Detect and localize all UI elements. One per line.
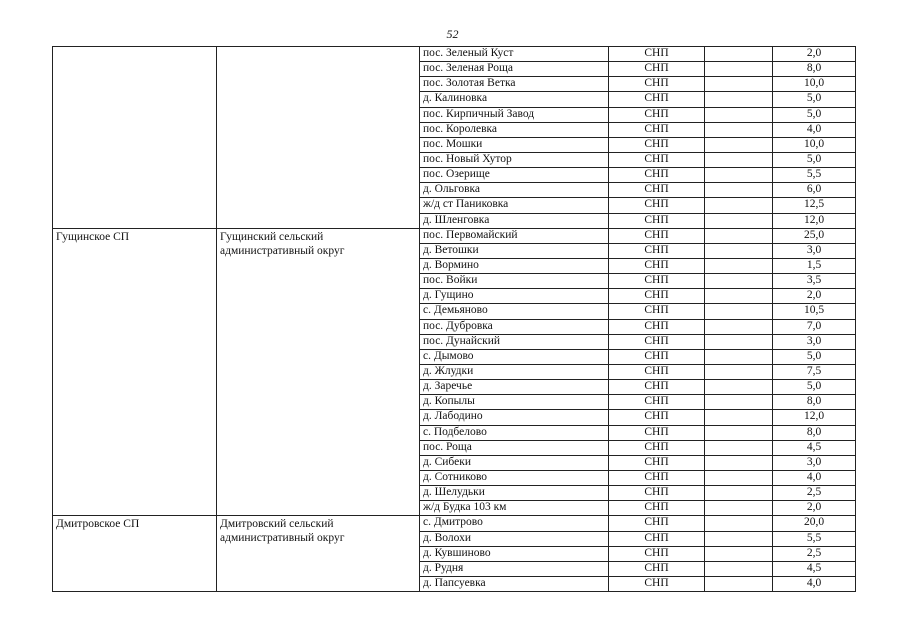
settlement-name: д. Гущино (420, 289, 609, 304)
settlement-name: д. Ольговка (420, 183, 609, 198)
settlement-value: 4,0 (773, 122, 856, 137)
settlement-name: д. Шелудьки (420, 486, 609, 501)
settlement-type: СНП (609, 470, 705, 485)
settlement-type: СНП (609, 62, 705, 77)
settlement-value: 2,0 (773, 501, 856, 516)
settlement-name: д. Папсуевка (420, 576, 609, 591)
settlement-value: 7,0 (773, 319, 856, 334)
empty-cell (705, 258, 773, 273)
empty-cell (705, 561, 773, 576)
empty-cell (705, 183, 773, 198)
settlement-type: СНП (609, 243, 705, 258)
table-row (53, 228, 856, 243)
empty-cell (705, 107, 773, 122)
settlement-name: д. Жлудки (420, 364, 609, 379)
settlement-value: 12,0 (773, 410, 856, 425)
empty-cell (705, 168, 773, 183)
settlement-value: 3,5 (773, 274, 856, 289)
empty-cell (705, 198, 773, 213)
settlement-name: пос. Дунайский (420, 334, 609, 349)
settlement-value: 25,0 (773, 228, 856, 243)
settlement-name: пос. Кирпичный Завод (420, 107, 609, 122)
settlement-value: 4,5 (773, 561, 856, 576)
empty-cell (705, 92, 773, 107)
settlement-name: д. Рудня (420, 561, 609, 576)
table-row (53, 516, 856, 531)
settlement-type: СНП (609, 380, 705, 395)
settlement-value: 5,5 (773, 531, 856, 546)
settlement-name: ж/д ст Паниковка (420, 198, 609, 213)
settlement-type: СНП (609, 258, 705, 273)
settlement-name: пос. Первомайский (420, 228, 609, 243)
empty-cell (705, 486, 773, 501)
settlement-type: СНП (609, 183, 705, 198)
settlement-name: д. Вормино (420, 258, 609, 273)
empty-cell (705, 576, 773, 591)
empty-cell (705, 364, 773, 379)
settlement-name: д. Волохи (420, 531, 609, 546)
settlement-value: 3,0 (773, 334, 856, 349)
settlement-name: пос. Зеленая Роща (420, 62, 609, 77)
empty-cell (705, 501, 773, 516)
settlement-value: 3,0 (773, 243, 856, 258)
empty-cell (705, 546, 773, 561)
empty-cell (705, 228, 773, 243)
settlement-type: СНП (609, 425, 705, 440)
empty-cell (705, 425, 773, 440)
empty-cell (705, 289, 773, 304)
settlement-value: 10,0 (773, 77, 856, 92)
empty-cell (705, 380, 773, 395)
settlement-value: 8,0 (773, 395, 856, 410)
settlement-name: пос. Озерище (420, 168, 609, 183)
settlement-type: СНП (609, 364, 705, 379)
okrug-cell: Дмитровский сельский административный округ (217, 516, 420, 592)
settlement-type: СНП (609, 198, 705, 213)
settlement-name: д. Сотниково (420, 470, 609, 485)
empty-cell (705, 349, 773, 364)
okrug-cell (217, 47, 420, 229)
settlement-type: СНП (609, 107, 705, 122)
settlement-type: СНП (609, 501, 705, 516)
settlement-type: СНП (609, 137, 705, 152)
settlement-type: СНП (609, 531, 705, 546)
settlement-value: 2,5 (773, 546, 856, 561)
settlement-type: СНП (609, 546, 705, 561)
settlement-value: 6,0 (773, 183, 856, 198)
empty-cell (705, 77, 773, 92)
settlement-value: 2,0 (773, 289, 856, 304)
settlement-name: с. Подбелово (420, 425, 609, 440)
settlement-name: д. Заречье (420, 380, 609, 395)
settlement-type: СНП (609, 274, 705, 289)
settlement-value: 7,5 (773, 364, 856, 379)
settlement-value: 1,5 (773, 258, 856, 273)
empty-cell (705, 334, 773, 349)
empty-cell (705, 470, 773, 485)
settlement-name: пос. Зеленый Куст (420, 47, 609, 62)
settlement-name: д. Калиновка (420, 92, 609, 107)
settlement-name: пос. Королевка (420, 122, 609, 137)
settlement-type: СНП (609, 152, 705, 167)
region-cell: Дмитровское СП (53, 516, 217, 592)
empty-cell (705, 440, 773, 455)
settlement-value: 10,5 (773, 304, 856, 319)
settlement-value: 20,0 (773, 516, 856, 531)
settlement-value: 5,0 (773, 380, 856, 395)
empty-cell (705, 319, 773, 334)
settlement-value: 3,0 (773, 455, 856, 470)
empty-cell (705, 122, 773, 137)
table-row (53, 47, 856, 62)
settlement-type: СНП (609, 47, 705, 62)
settlement-value: 5,5 (773, 168, 856, 183)
empty-cell (705, 304, 773, 319)
settlement-name: пос. Войки (420, 274, 609, 289)
settlement-type: СНП (609, 168, 705, 183)
settlement-name: д. Копылы (420, 395, 609, 410)
settlement-type: СНП (609, 440, 705, 455)
empty-cell (705, 395, 773, 410)
settlement-value: 2,5 (773, 486, 856, 501)
empty-cell (705, 516, 773, 531)
settlement-type: СНП (609, 77, 705, 92)
settlement-value: 4,0 (773, 576, 856, 591)
empty-cell (705, 62, 773, 77)
settlement-type: СНП (609, 455, 705, 470)
settlement-value: 5,0 (773, 92, 856, 107)
settlement-name: д. Сибеки (420, 455, 609, 470)
empty-cell (705, 213, 773, 228)
settlement-type: СНП (609, 304, 705, 319)
settlement-value: 8,0 (773, 425, 856, 440)
empty-cell (705, 47, 773, 62)
settlement-type: СНП (609, 334, 705, 349)
settlement-type: СНП (609, 228, 705, 243)
empty-cell (705, 137, 773, 152)
settlement-name: ж/д Будка 103 км (420, 501, 609, 516)
empty-cell (705, 152, 773, 167)
empty-cell (705, 455, 773, 470)
settlement-type: СНП (609, 349, 705, 364)
settlement-name: пос. Золотая Ветка (420, 77, 609, 92)
settlement-name: пос. Мошки (420, 137, 609, 152)
settlement-name: д. Ветошки (420, 243, 609, 258)
settlement-type: СНП (609, 92, 705, 107)
settlement-value: 5,0 (773, 152, 856, 167)
empty-cell (705, 243, 773, 258)
settlement-name: с. Дымово (420, 349, 609, 364)
settlement-name: д. Кувшиново (420, 546, 609, 561)
empty-cell (705, 410, 773, 425)
settlement-value: 8,0 (773, 62, 856, 77)
settlement-value: 10,0 (773, 137, 856, 152)
settlement-value: 12,5 (773, 198, 856, 213)
settlement-type: СНП (609, 289, 705, 304)
region-cell: Гущинское СП (53, 228, 217, 516)
empty-cell (705, 531, 773, 546)
settlement-type: СНП (609, 561, 705, 576)
settlement-name: пос. Дубровка (420, 319, 609, 334)
settlement-value: 5,0 (773, 107, 856, 122)
settlement-type: СНП (609, 516, 705, 531)
settlement-type: СНП (609, 576, 705, 591)
settlement-value: 12,0 (773, 213, 856, 228)
settlement-name: пос. Новый Хутор (420, 152, 609, 167)
settlement-name: с. Демьяново (420, 304, 609, 319)
settlement-name: с. Дмитрово (420, 516, 609, 531)
settlement-type: СНП (609, 486, 705, 501)
settlement-value: 5,0 (773, 349, 856, 364)
settlements-table (52, 46, 856, 592)
settlement-value: 2,0 (773, 47, 856, 62)
settlement-type: СНП (609, 122, 705, 137)
settlement-value: 4,0 (773, 470, 856, 485)
settlement-type: СНП (609, 395, 705, 410)
page-number: 52 (446, 27, 459, 41)
settlement-type: СНП (609, 213, 705, 228)
settlement-type: СНП (609, 410, 705, 425)
settlement-name: пос. Роща (420, 440, 609, 455)
empty-cell (705, 274, 773, 289)
settlement-name: д. Лабодино (420, 410, 609, 425)
okrug-cell: Гущинский сельский административный округ (217, 228, 420, 516)
settlement-name: д. Шленговка (420, 213, 609, 228)
region-cell (53, 47, 217, 229)
settlement-type: СНП (609, 319, 705, 334)
settlement-value: 4,5 (773, 440, 856, 455)
